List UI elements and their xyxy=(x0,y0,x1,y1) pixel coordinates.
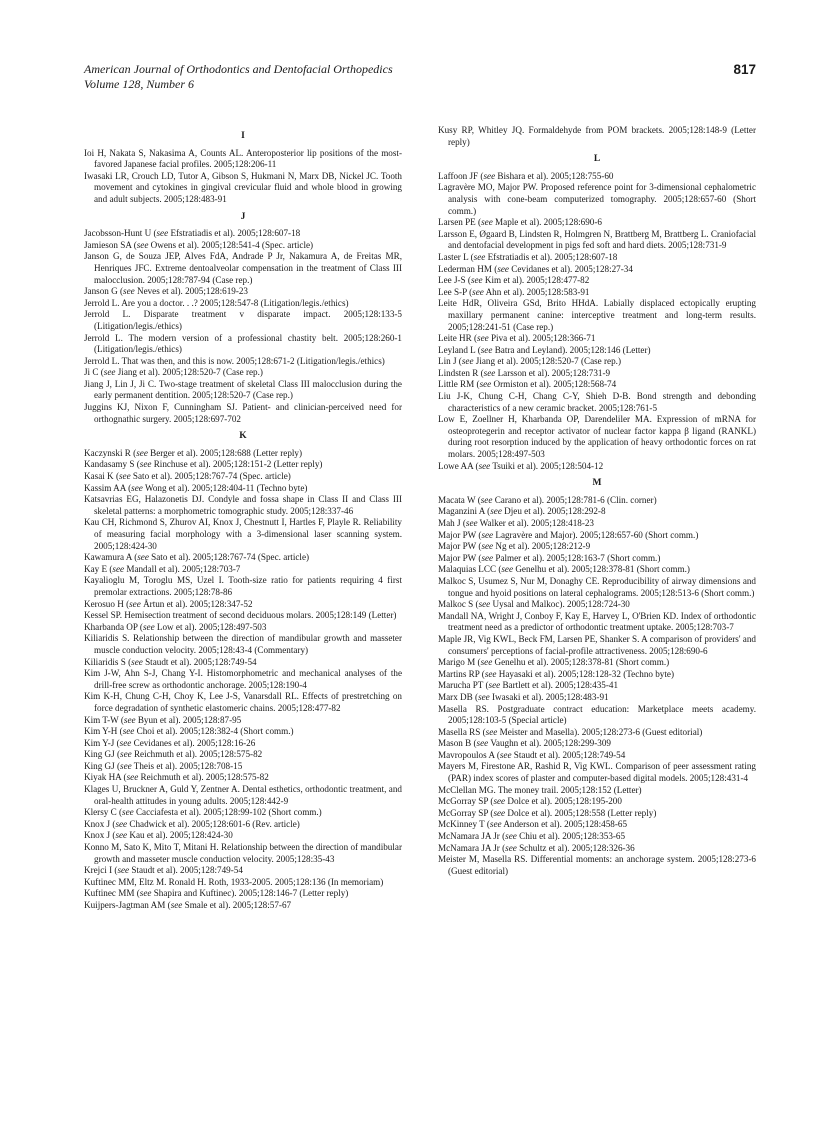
index-entry: Kim T-W (see Byun et al). 2005;128:87-95 xyxy=(84,714,242,725)
index-entry: Malaquias LCC (see Genelhu et al). 2005;128:378-81 (Short comm.) xyxy=(438,564,690,575)
index-entry: Katsavrias EG, Halazonetis DJ. Condyle and fossa shape in Class II and Class III skeletal patterns: a morphometric tomographic study. 2005;128:337-46 xyxy=(84,494,402,516)
index-entry: Kiliaridis S. Relationship between the direction of mandibular growth and masseter muscle conduction velocity. 2005;128:43-4 (Commentary) xyxy=(84,633,402,655)
index-entry: Kasai K (see Sato et al). 2005;128:767-74 (Spec. article) xyxy=(84,471,291,482)
index-entry: McGorray SP (see Dolce et al). 2005;128:558 (Letter reply) xyxy=(438,807,657,818)
index-entry: Leite HR (see Piva et al). 2005;128:366-71 xyxy=(438,333,596,344)
index-entry: Meister M, Masella RS. Differential moments: an anchorage system. 2005;128:273-6 (Guest editorial) xyxy=(438,854,756,876)
index-entry: Mason B (see Vaughn et al). 2005;128:299-309 xyxy=(438,738,611,749)
index-entry: Mavropoulos A (see Staudt et al). 2005;128:749-54 xyxy=(438,749,626,760)
index-entry: Leite HdR, Oliveira GSd, Brito HHdA. Labially displaced ectopically erupting maxillary permanent canine: interceptive treatment and long-term results. 2005;128:241-51 (Case rep.) xyxy=(438,298,756,332)
index-entry: Kuftinec MM (see Shapira and Kuftinec). 2005;128:146-7 (Letter reply) xyxy=(84,888,349,899)
index-entry: Knox J (see Chadwick et al). 2005;128:601-6 (Rev. article) xyxy=(84,818,300,829)
index-entry: Juggins KJ, Nixon F, Cunningham SJ. Patient- and clinician-perceived need for orthognathic surgery. 2005;128:697-702 xyxy=(84,402,402,424)
index-entry: Lowe AA (see Tsuiki et al). 2005;128:504-12 xyxy=(438,460,604,471)
index-entry: Lagravère MO, Major PW. Proposed reference point for 3-dimensional cephalometric analysis with cone-beam computerized tomography. 2005;128:657-60 (Short comm.) xyxy=(438,182,756,216)
index-entry: Malkoc S (see Uysal and Malkoc). 2005;128:724-30 xyxy=(438,599,630,610)
index-entry: Masella RS (see Meister and Masella). 2005;128:273-6 (Guest editorial) xyxy=(438,726,703,737)
index-entry: Klages U, Bruckner A, Guld Y, Zentner A. Dental esthetics, orthodontic treatment, and oral-health attitudes in young adults. 2005;128:442-9 xyxy=(84,784,402,806)
index-entry: Kandasamy S (see Rinchuse et al). 2005;128:151-2 (Letter reply) xyxy=(84,459,323,470)
index-entry: Kawamura A (see Sato et al). 2005;128:767-74 (Spec. article) xyxy=(84,552,310,563)
index-entry: Kuijpers-Jagtman AM (see Smale et al). 2005;128:57-67 xyxy=(84,900,292,910)
index-entry: Krejci I (see Staudt et al). 2005;128:749-54 xyxy=(84,865,243,876)
index-entry: Maganzini A (see Djeu et al). 2005;128:292-8 xyxy=(438,506,606,517)
index-entry: Janson G, de Souza JEP, Alves FdA, Andrade P Jr, Nakamura A, de Freitas MR, Henriques JFC. Extreme dentoalveolar compensation in the treatment of Class III malocclusion. 2005;128:787-94 (Case rep.) xyxy=(84,251,402,285)
index-entry: McNamara JA Jr (see Schultz et al). 2005;128:326-36 xyxy=(438,842,635,853)
index-entry: Kaczynski R (see Berger et al). 2005;128:688 (Letter reply) xyxy=(84,447,303,458)
page-header xyxy=(84,62,756,92)
index-entry: Jerrold L. The modern version of a professional chastity belt. 2005;128:260-1 (Litigation/legis./ethics) xyxy=(84,332,402,355)
index-entry: Klersy C (see Cacciafesta et al). 2005;128:99-102 (Short comm.) xyxy=(84,807,322,818)
index-entry: Masella RS. Postgraduate contract education: Marketplace meets academy. 2005;128:103-5 (Special article) xyxy=(438,703,756,726)
index-entry: Jerrold L. Are you a doctor. . .? 2005;128:547-8 (Litigation/legis./ethics) xyxy=(84,297,349,308)
index-entry: Knox J (see Kau et al). 2005;128:424-30 xyxy=(84,830,233,841)
index-entry: Kharbanda OP (see Low et al). 2005;128:497-503 xyxy=(84,621,267,632)
section-letter-i: I xyxy=(241,131,245,141)
index-entry: Iwasaki LR, Crouch LD, Tutor A, Gibson S, Hukmani N, Marx DB, Nickel JC. Tooth movement and cytokines in gingival crevicular fluid and whole blood in growing and adult subjects. 2005;128:483-91 xyxy=(84,170,402,204)
index-entry: Jerrold L. That was then, and this is now. 2005;128:671-2 (Litigation/legis./ethics) xyxy=(84,355,385,366)
index-entry: Kusy RP, Whitley JQ. Formaldehyde from POM brackets. 2005;128:148-9 (Letter reply) xyxy=(438,125,756,147)
index-entry: King GJ (see Reichmuth et al). 2005;128:575-82 xyxy=(84,749,263,760)
index-entry: Kerosuo H (see Årtun et al). 2005;128:347-52 xyxy=(84,598,253,609)
index-entry: Malkoc S, Usumez S, Nur M, Donaghy CE. Reproducibility of airway dimensions and tongue and hyoid positions on lateral cephalograms. 2005;128:513-6 (Short comm.) xyxy=(438,575,756,598)
index-entry: McGorray SP (see Dolce et al). 2005;128:195-200 xyxy=(438,796,622,807)
index-entry: Mah J (see Walker et al). 2005;128:418-23 xyxy=(438,518,594,528)
index-entry: Kiyak HA (see Reichmuth et al). 2005;128:575-82 xyxy=(84,772,269,783)
index-entry: Low E, Zoellner H, Kharbanda OP, Darendeliler MA. Expression of mRNA for osteoprotegerin and receptor activator of nuclear factor kappa β ligand (RANKL) during root resorption induced by the application of heavy orthodontic forces on rat molars. 2005;128:497-503 xyxy=(438,414,756,460)
index-entry: Kayalioglu M, Toroglu MS, Uzel I. Tooth-size ratio for patients requiring 4 first premolar extractions. 2005;128:78-86 xyxy=(84,575,402,597)
index-entry: Jamieson SA (see Owens et al). 2005;128:541-4 (Spec. article) xyxy=(84,239,314,250)
index-entry: Little RM (see Ormiston et al). 2005;128:568-74 xyxy=(438,379,617,390)
index-entry: Kay E (see Mandall et al). 2005;128:703-7 xyxy=(84,563,241,574)
section-letter-k: K xyxy=(239,431,247,442)
index-entry: Jerrold L. Disparate treatment v disparate impact. 2005;128:133-5 (Litigation/legis./ethics) xyxy=(84,309,402,331)
section-letter-l: L xyxy=(593,154,601,165)
index-entry: Kassim AA (see Wong et al). 2005;128:404-11 (Techno byte) xyxy=(84,482,308,493)
index-entry: Konno M, Sato K, Mito T, Mitani H. Relationship between the direction of mandibular growth and masseter muscle conduction velocity. 2005;128:35-43 xyxy=(84,842,402,864)
index-entry: Jacobsson-Hunt U (see Efstratiadis et al). 2005;128:607-18 xyxy=(84,228,301,239)
index-entry: Ioi H, Nakata S, Nakasima A, Counts AL. Anteroposterior lip positions of the most-favored Japanese facial profiles. 2005;128:206-11 xyxy=(84,147,402,170)
index-entry: Leyland L (see Batra and Leyland). 2005;128:146 (Letter) xyxy=(438,344,651,355)
index-entry: Jiang J, Lin J, Ji C. Two-stage treatment of skeletal Class III malocclusion during the early permanent dentition. 2005;128:520-7 (Case rep.) xyxy=(84,378,402,401)
journal-volume: Volume 128, Number 6 xyxy=(84,77,194,91)
index-entry: Kau CH, Richmond S, Zhurov AI, Knox J, Chestnutt I, Hartles F, Playle R. Reliability of measuring facial morphology with a 3-dimensional laser scanning system. 2005;128:424-30 xyxy=(84,517,402,551)
journal-title: American Journal of Orthodontics and Dentofacial Orthopedics xyxy=(84,62,393,76)
index-entry: Marx DB (see Iwasaki et al). 2005;128:483-91 xyxy=(438,691,609,702)
index-entry: Kessel SP. Hemisection treatment of second deciduous molars. 2005;128:149 (Letter) xyxy=(84,610,397,621)
index-entry: Kiliaridis S (see Staudt et al). 2005;128:749-54 xyxy=(84,656,257,667)
index-entry: Larsson E, Øgaard B, Lindsten R, Holmgren N, Brattberg M, Brattberg L. Craniofacial and dentofacial development in pigs fed soft and hard diets. 2005;128:731-9 xyxy=(438,228,756,251)
index-entry: Major PW (see Palmer et al). 2005;128:163-7 (Short comm.) xyxy=(438,552,661,563)
index-entry: King GJ (see Theis et al). 2005;128:708-15 xyxy=(84,760,243,771)
index-entry: Major PW (see Ng et al). 2005;128:212-9 xyxy=(438,541,591,552)
index-entry: Mandall NA, Wright J, Conboy F, Kay E, Harvey L, O'Brien KD. Index of orthodontic treatment need as a predictor of orthodontic treatment uptake. 2005;128:703-7 xyxy=(438,610,756,633)
index-entry: Martins RP (see Hayasaki et al). 2005;128:128-32 (Techno byte) xyxy=(438,668,674,679)
index-entry: Lin J (see Jiang et al). 2005;128:520-7 (Case rep.) xyxy=(438,356,621,367)
left-column xyxy=(84,125,402,912)
index-entry: Ji C (see Jiang et al). 2005;128:520-7 (Case rep.) xyxy=(84,367,263,378)
index-entry: Laffoon JF (see Bishara et al). 2005;128:755-60 xyxy=(438,170,614,181)
index-entry: Laster L (see Efstratiadis et al). 2005;128:607-18 xyxy=(438,251,618,262)
index-entry: Kim Y-H (see Choi et al). 2005;128:382-4 (Short comm.) xyxy=(84,726,294,737)
index-entry: Lindsten R (see Larsson et al). 2005;128:731-9 xyxy=(438,367,611,378)
index-entry: Major PW (see Lagravère and Major). 2005;128:657-60 (Short comm.) xyxy=(438,529,699,540)
index-entry: Kim Y-J (see Cevidanes et al). 2005;128:16-26 xyxy=(84,737,256,748)
index-entry: Kuftinec MM, Eltz M. Ronald H. Roth, 1933-2005. 2005;128:136 (In memoriam) xyxy=(84,876,384,887)
page-number: 817 xyxy=(733,62,756,77)
index-entry: McClellan MG. The money trail. 2005;128:152 (Letter) xyxy=(438,784,642,795)
index-entry: Mayers M, Firestone AR, Rashid R, Vig KWL. Comparison of peer assessment rating (PAR) index scores of plaster and computer-based digital models. 2005;128:431-4 xyxy=(438,761,756,784)
right-column xyxy=(438,125,756,877)
index-entry: Marigo M (see Genelhu et al). 2005;128:378-81 (Short comm.) xyxy=(438,657,670,668)
index-entry: Kim K-H, Chung C-H, Choy K, Lee J-S, Vanarsdall RL. Effects of prestretching on force degradation of synthetic elastomeric chains. 2005;128:477-82 xyxy=(84,691,402,713)
section-letter-j: J xyxy=(240,211,246,222)
index-entry: Macata W (see Carano et al). 2005;128:781-6 (Clin. corner) xyxy=(438,494,657,505)
index-entry: Liu J-K, Chung C-H, Chang C-Y, Shieh D-B. Bond strength and debonding characteristics of a new ceramic bracket. 2005;128:761-5 xyxy=(438,391,756,413)
index-entry: Lee S-P (see Ahn et al). 2005;128:583-91 xyxy=(438,286,590,297)
index-entry: Marucha PT (see Bartlett et al). 2005;128:435-41 xyxy=(438,680,619,691)
index-entry: Larsen PE (see Maple et al). 2005;128:690-6 xyxy=(438,217,602,228)
index-entry: McNamara JA Jr (see Chiu et al). 2005;128:353-65 xyxy=(438,831,626,842)
section-letter-m: M xyxy=(592,478,602,489)
index-entry: Maple JR, Vig KWL, Beck FM, Larsen PE, Shanker S. A comparison of providers' and consumers' perceptions of facial-profile attractiveness. 2005;128:690-6 xyxy=(438,633,756,656)
index-entry: Kim J-W, Ahn S-J, Chang Y-I. Histomorphometric and mechanical analyses of the drill-free screw as orthodontic anchorage. 2005;128:190-4 xyxy=(84,668,402,690)
index-entry: Lee J-S (see Kim et al). 2005;128:477-82 xyxy=(438,275,590,286)
index-entry: Lederman HM (see Cevidanes et al). 2005;128:27-34 xyxy=(438,263,633,274)
index-entry: Janson G (see Neves et al). 2005;128:619-23 xyxy=(84,286,248,297)
index-entry: McKinney T (see Anderson et al). 2005;128:458-65 xyxy=(438,819,628,830)
